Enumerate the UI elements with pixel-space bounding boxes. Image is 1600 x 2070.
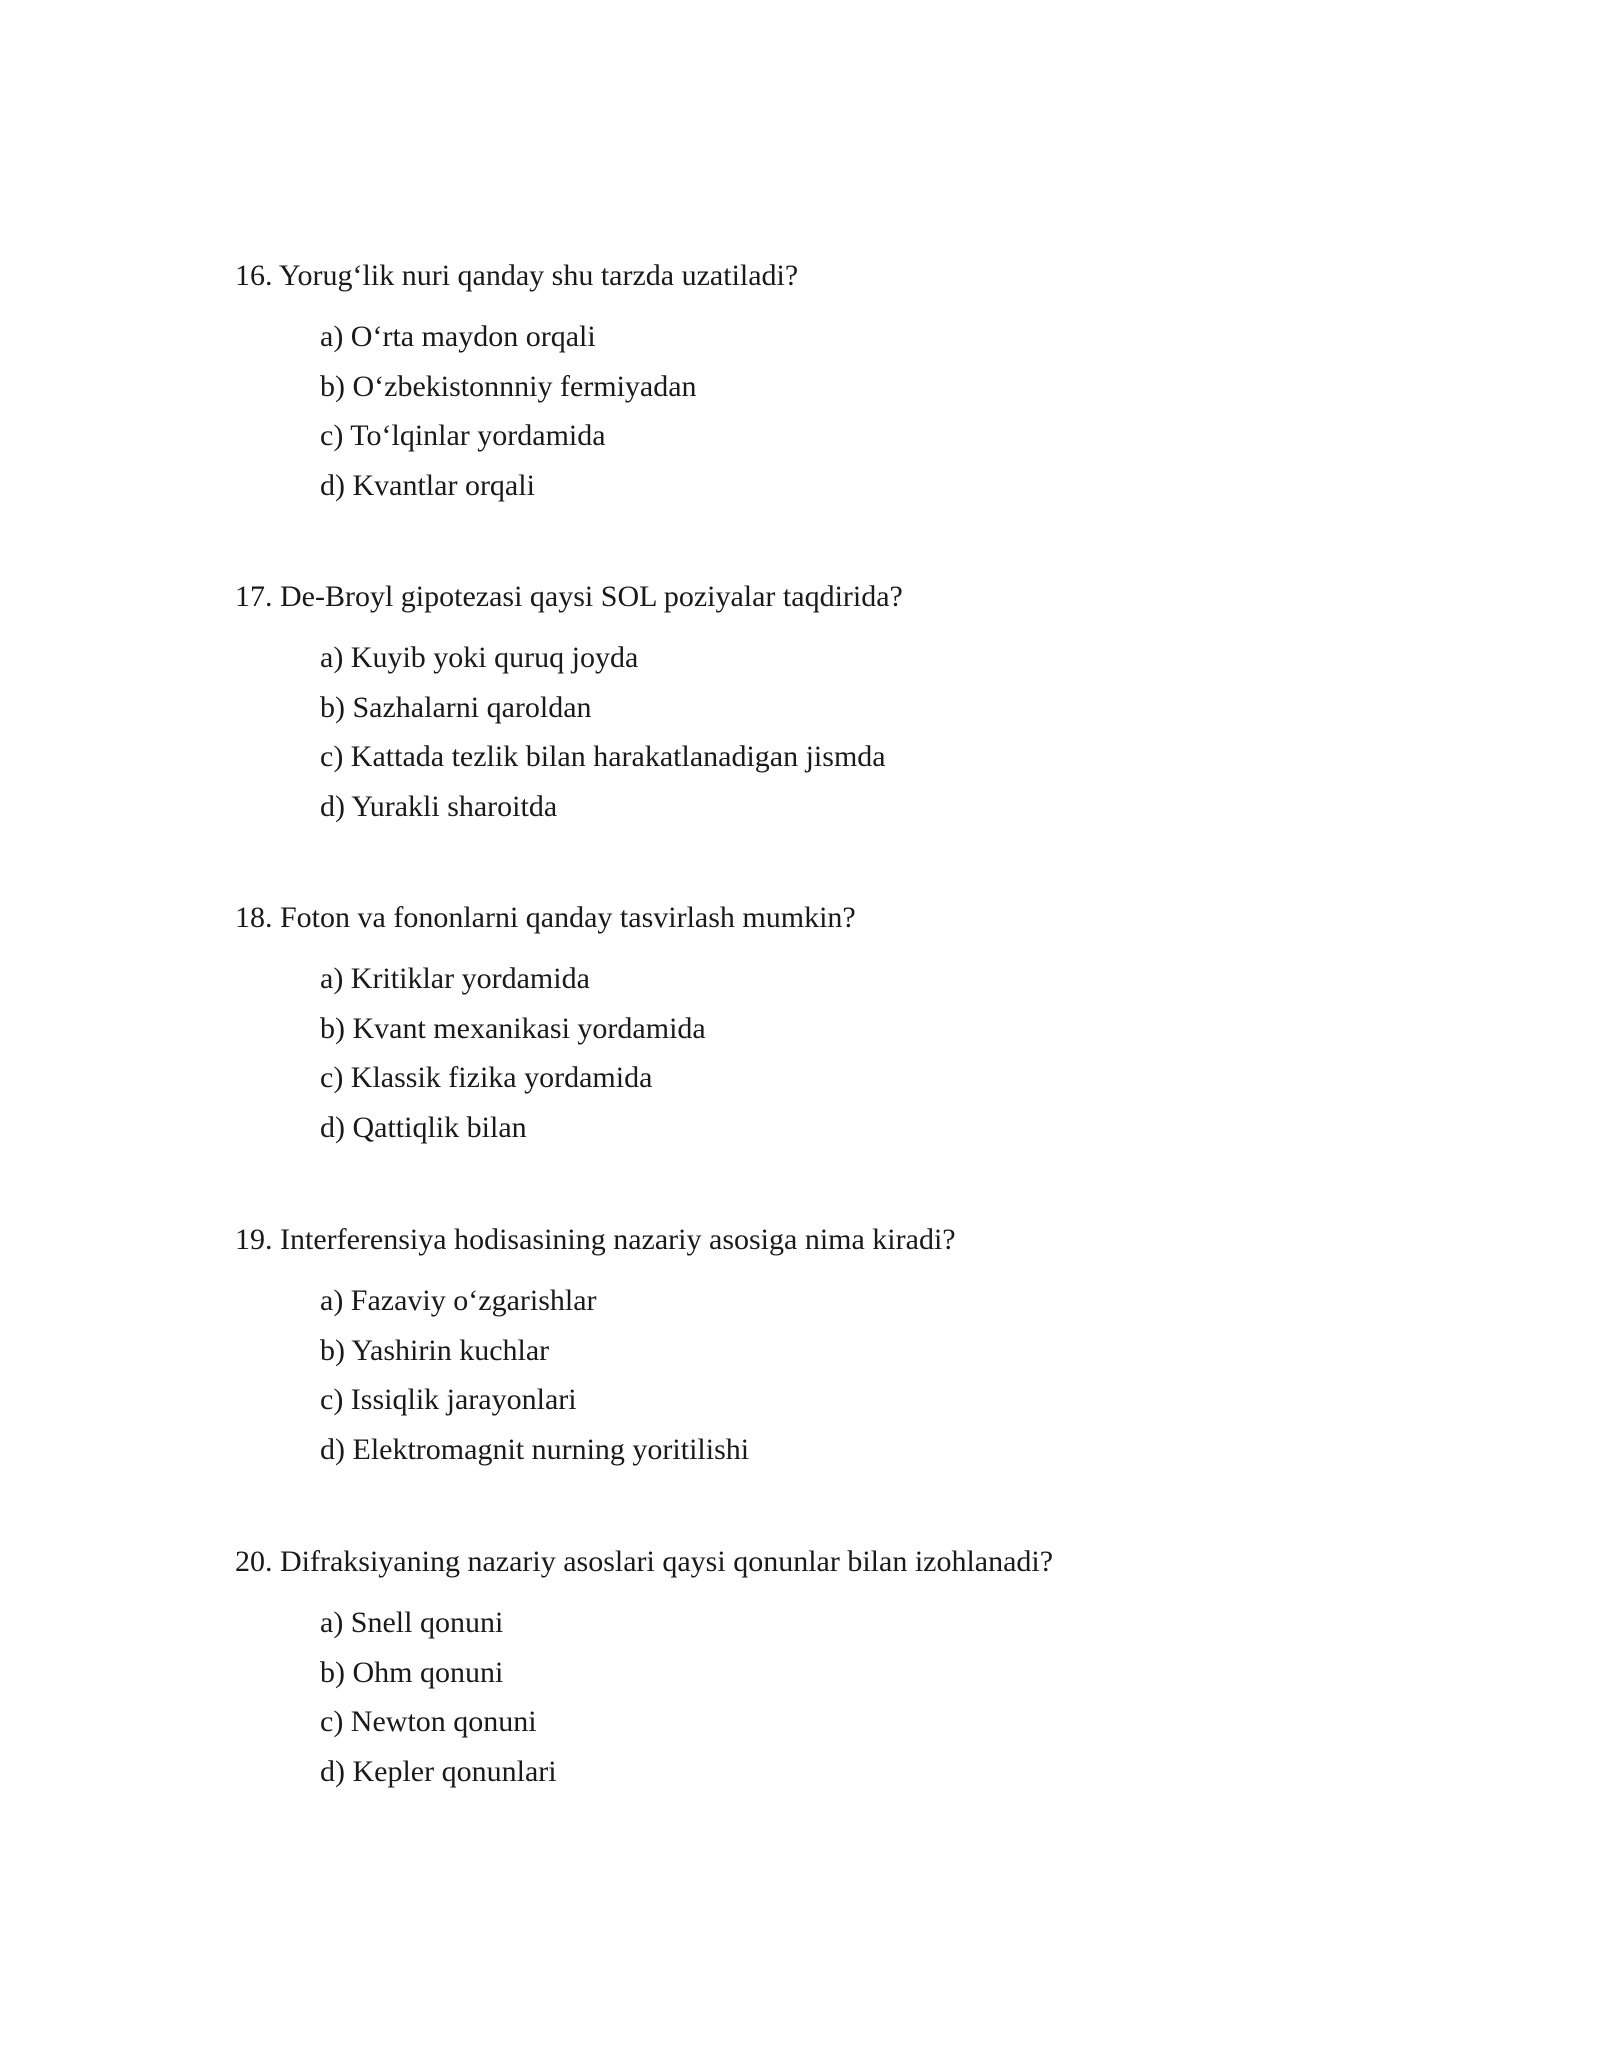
option-a: a) O‘rta maydon orqali — [320, 320, 596, 353]
option-a: a) Fazaviy o‘zgarishlar — [320, 1284, 597, 1317]
option-c: c) Kattada tezlik bilan harakatlanadigan jismda — [320, 740, 886, 773]
option-c: c) Newton qonuni — [320, 1705, 537, 1738]
option-b: b) O‘zbekistonnniy fermiyadan — [320, 369, 697, 403]
question-16 — [235, 256, 1485, 510]
question-title: 17. De-Broyl gipotezasi qaysi SOL poziyalar taqdirida? — [235, 580, 903, 613]
option-a: a) Kritiklar yordamida — [320, 962, 590, 995]
answer-options — [320, 312, 1485, 510]
question-title: 18. Foton va fononlarni qanday tasvirlash mumkin? — [235, 901, 856, 934]
option-a: a) Snell qonuni — [320, 1606, 504, 1639]
question-18 — [235, 898, 1485, 1152]
option-c: c) Klassik fizika yordamida — [320, 1061, 653, 1094]
option-c: c) Issiqlik jarayonlari — [320, 1383, 577, 1416]
question-20 — [235, 1542, 1485, 1796]
option-b: b) Sazhalarni qaroldan — [320, 690, 592, 724]
option-b: b) Kvant mexanikasi yordamida — [320, 1011, 706, 1045]
option-d: d) Yurakli sharoitda — [320, 789, 558, 823]
option-d: d) Kepler qonunlari — [320, 1754, 557, 1788]
answer-options — [320, 633, 1485, 831]
option-b: b) Ohm qonuni — [320, 1655, 504, 1689]
question-17 — [235, 577, 1485, 831]
question-title: 19. Interferensiya hodisasining nazariy asosiga nima kiradi? — [235, 1223, 956, 1256]
question-19 — [235, 1220, 1485, 1474]
option-b: b) Yashirin kuchlar — [320, 1333, 550, 1367]
question-title: 16. Yorug‘lik nuri qanday shu tarzda uzatiladi? — [235, 259, 799, 292]
answer-options — [320, 954, 1485, 1152]
answer-options — [320, 1598, 1485, 1796]
option-c: c) To‘lqinlar yordamida — [320, 419, 606, 452]
question-title: 20. Difraksiyaning nazariy asoslari qaysi qonunlar bilan izohlanadi? — [235, 1545, 1054, 1578]
option-d: d) Qattiqlik bilan — [320, 1110, 527, 1144]
option-a: a) Kuyib yoki quruq joyda — [320, 641, 639, 674]
answer-options — [320, 1276, 1485, 1474]
option-d: d) Kvantlar orqali — [320, 468, 535, 502]
option-d: d) Elektromagnit nurning yoritilishi — [320, 1432, 750, 1466]
